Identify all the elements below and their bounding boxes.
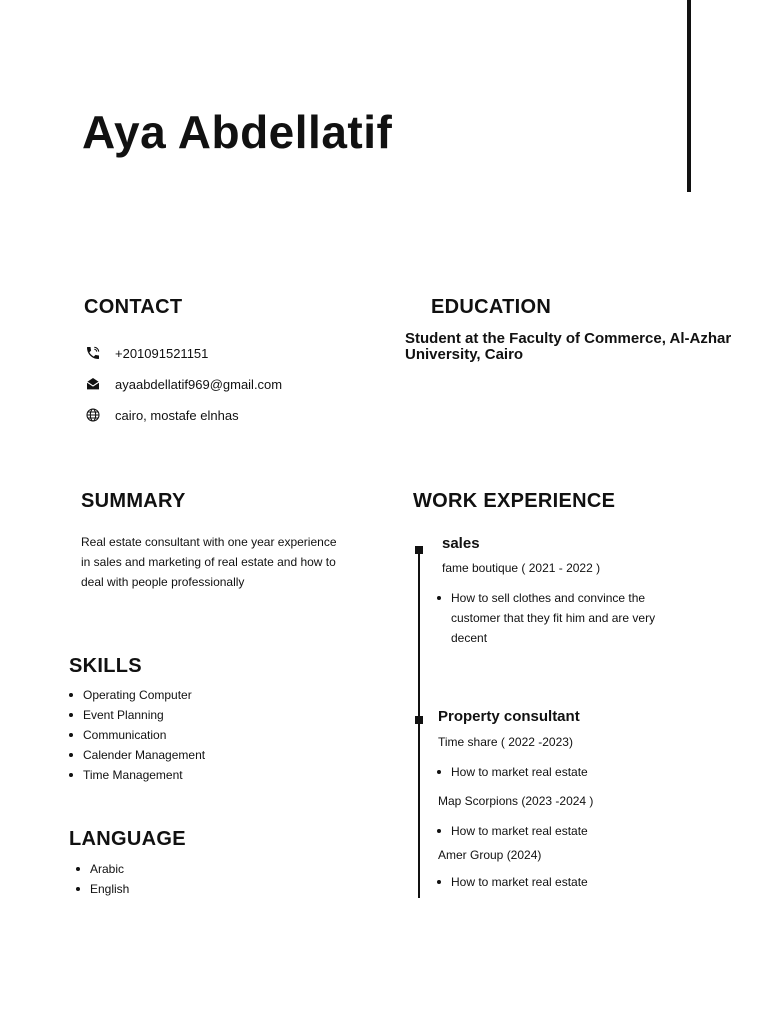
resume-name: Aya Abdellatif [82, 106, 393, 158]
timeline-marker [415, 546, 423, 554]
job-title: sales [442, 535, 480, 552]
job-bullets [437, 762, 588, 782]
work-experience-heading: WORK EXPERIENCE [413, 490, 616, 512]
job-bullets [437, 588, 677, 648]
skills-heading: SKILLS [69, 655, 142, 677]
job-company: Amer Group (2024) [438, 848, 542, 862]
job-title: Property consultant [438, 708, 580, 725]
contact-address: cairo, mostafe elnhas [115, 407, 239, 423]
job-company: Map Scorpions (2023 -2024 ) [438, 794, 594, 808]
contact-address-row [84, 405, 239, 425]
contact-heading: CONTACT [84, 296, 183, 318]
job-company: Time share ( 2022 -2023) [438, 735, 573, 749]
skill-item: Communication [69, 725, 205, 745]
language-list [76, 859, 129, 899]
job-bullet: How to market real estate [437, 762, 588, 782]
language-heading: LANGUAGE [69, 828, 186, 850]
skills-list [69, 685, 205, 785]
globe-icon [84, 406, 102, 424]
contact-phone-row [84, 343, 208, 363]
contact-email[interactable]: ayaabdellatif969@gmail.com [115, 376, 283, 392]
job-bullets [437, 821, 588, 841]
job-bullets [437, 872, 588, 892]
phone-icon [84, 344, 102, 362]
language-item: Arabic [76, 859, 129, 879]
summary-text: Real estate consultant with one year experience in sales and marketing of real estate and how to deal with people professionally [81, 535, 337, 589]
skill-item: Calender Management [69, 745, 205, 765]
job-bullet: How to market real estate [437, 872, 588, 892]
job-bullet: How to sell clothes and convince the customer that they fit him and are very decent [437, 588, 677, 648]
job-company: fame boutique ( 2021 - 2022 ) [442, 561, 601, 575]
contact-phone[interactable]: +201091521151 [115, 345, 209, 361]
skill-item: Event Planning [69, 705, 205, 725]
summary-heading: SUMMARY [81, 490, 186, 512]
timeline-marker [415, 716, 423, 724]
header-vertical-rule [687, 0, 691, 192]
email-icon [84, 375, 102, 393]
language-item: English [76, 879, 129, 899]
skill-item: Time Management [69, 765, 205, 785]
contact-email-row [84, 374, 282, 394]
education-text: Student at the Faculty of Commerce, Al-Azhar University, Cairo [405, 330, 732, 363]
job-bullet: How to market real estate [437, 821, 588, 841]
skill-item: Operating Computer [69, 685, 205, 705]
education-heading: EDUCATION [431, 296, 552, 318]
